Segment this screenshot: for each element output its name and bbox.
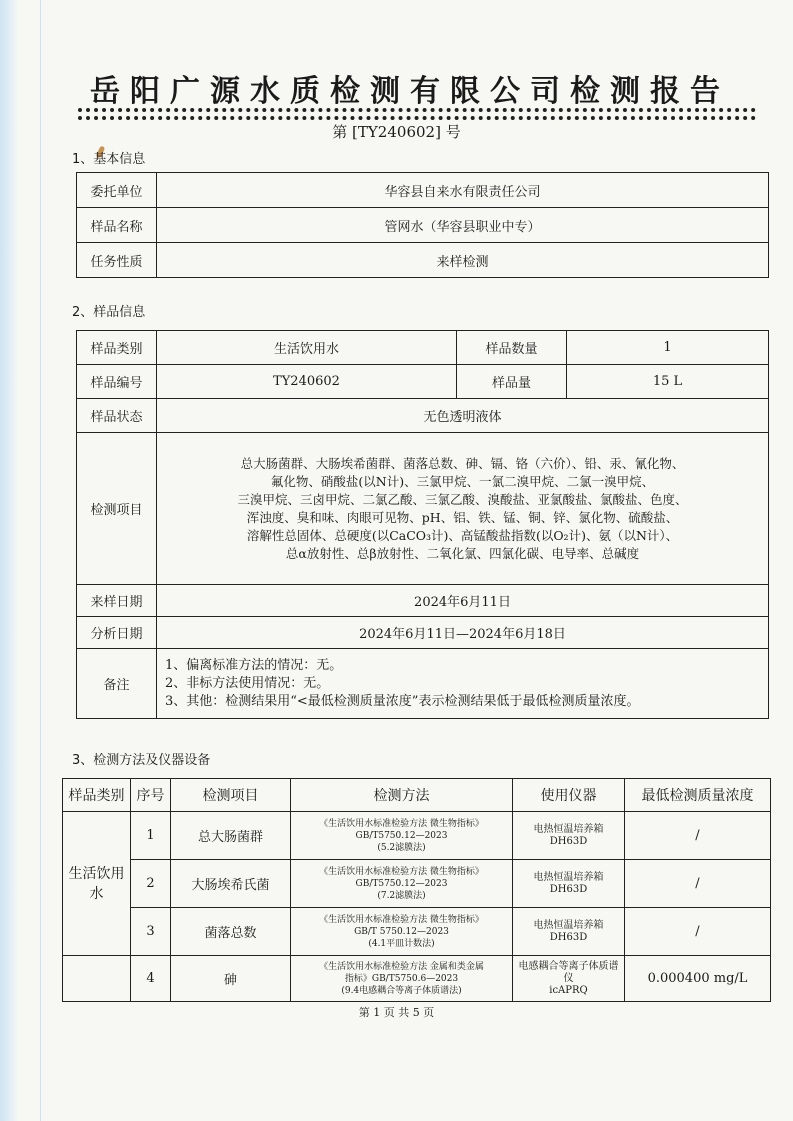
instrument-line: 电热恒温培养箱 <box>533 919 604 931</box>
sample-name-value: 管网水（华容县职业中专） <box>157 208 769 243</box>
row-method <box>291 956 513 1002</box>
instrument-line: DH63D <box>549 883 588 895</box>
method-line: (4.1平皿计数法) <box>368 938 435 949</box>
table-header-row <box>63 779 771 812</box>
test-items-line: 三溴甲烷、三卤甲烷、二氯乙酸、三氯乙酸、溴酸盐、亚氯酸盐、氯酸盐、色度、 <box>237 491 688 507</box>
table-row <box>77 649 769 719</box>
sample-info-table <box>76 330 769 719</box>
method-line: 《生活饮用水标准检验方法 微生物指标》 <box>319 866 484 877</box>
test-items-line: 氟化物、硝酸盐(以N计)、三氯甲烷、一氯二溴甲烷、二氯一溴甲烷、 <box>270 473 655 489</box>
instrument-line: DH63D <box>549 931 588 943</box>
row-item: 砷 <box>171 956 291 1002</box>
sample-state-label: 样品状态 <box>77 399 157 433</box>
test-items-line: 总α放射性、总β放射性、二氧化氯、四氯化碳、电导率、总碱度 <box>285 545 640 561</box>
instrument-line: icAPRQ <box>549 984 588 996</box>
section3-heading: 3、检测方法及仪器设备 <box>72 753 211 768</box>
analysis-date-value: 2024年6月11日—2024年6月18日 <box>157 617 769 649</box>
client-label: 委托单位 <box>77 173 157 208</box>
task-type-label: 任务性质 <box>77 243 157 278</box>
col-header-method: 检测方法 <box>291 779 513 812</box>
instrument-line: 电热恒温培养箱 <box>533 823 604 835</box>
row-item: 大肠埃希氏菌 <box>171 860 291 908</box>
title-divider-top <box>78 108 756 112</box>
row-no: 1 <box>131 812 171 860</box>
methods-table <box>62 778 771 1002</box>
task-type-value: 来样检测 <box>157 243 769 278</box>
row-method <box>291 860 513 908</box>
row-instrument <box>513 812 625 860</box>
row-instrument <box>513 908 625 956</box>
col-header-limit: 最低检测质量浓度 <box>625 779 771 812</box>
row-limit: / <box>625 908 771 956</box>
binding-strip <box>0 0 18 1121</box>
row-limit: / <box>625 812 771 860</box>
instrument-line: 电感耦合等离子体质谱 <box>518 960 619 972</box>
report-number: 第 [TY240602] 号 <box>332 123 461 141</box>
row-method <box>291 908 513 956</box>
instrument-line: 电热恒温培养箱 <box>533 871 604 883</box>
table-row <box>77 617 769 649</box>
method-line: GB/T5750.12—2023 <box>355 830 448 841</box>
col-header-category: 样品类别 <box>63 779 131 812</box>
sample-amount-label: 样品量 <box>457 365 567 399</box>
row-limit: 0.000400 mg/L <box>625 956 771 1002</box>
category-cell-empty <box>63 956 131 1002</box>
row-no: 2 <box>131 860 171 908</box>
table-row <box>77 365 769 399</box>
method-line: (7.2滤膜法) <box>377 890 426 901</box>
row-instrument <box>513 956 625 1002</box>
note-line: 2、非标方法使用情况：无。 <box>165 675 330 691</box>
analysis-date-label: 分析日期 <box>77 617 157 649</box>
category-cell: 生活饮用水 <box>63 812 131 956</box>
table-row <box>77 331 769 365</box>
binding-line <box>40 0 41 1121</box>
note-line: 3、其他：检测结果用“<最低检测质量浓度”表示检测结果低于最低检测质量浓度。 <box>165 693 640 709</box>
row-no: 3 <box>131 908 171 956</box>
receive-date-label: 来样日期 <box>77 585 157 617</box>
table-row <box>77 585 769 617</box>
method-line: GB/T5750.12—2023 <box>355 878 448 889</box>
method-line: 《生活饮用水标准检验方法 微生物指标》 <box>319 818 484 829</box>
table-row <box>63 908 771 956</box>
test-items-value <box>157 433 769 585</box>
notes-label: 备注 <box>77 649 157 719</box>
table-row <box>77 173 769 208</box>
sample-amount-value: 15 L <box>567 365 769 399</box>
table-row <box>77 433 769 585</box>
sample-code-value: TY240602 <box>157 365 457 399</box>
client-value: 华容县自来水有限责任公司 <box>157 173 769 208</box>
table-row <box>77 243 769 278</box>
table-row <box>77 399 769 433</box>
basic-info-table <box>76 172 769 278</box>
sample-type-value: 生活饮用水 <box>157 331 457 365</box>
section2-heading: 2、样品信息 <box>72 305 146 320</box>
sample-qty-label: 样品数量 <box>457 331 567 365</box>
table-row <box>63 860 771 908</box>
sample-code-label: 样品编号 <box>77 365 157 399</box>
col-header-no: 序号 <box>131 779 171 812</box>
sample-type-label: 样品类别 <box>77 331 157 365</box>
notes-value <box>157 649 769 719</box>
sample-qty-value: 1 <box>567 331 769 365</box>
row-limit: / <box>625 860 771 908</box>
instrument-line: DH63D <box>549 835 588 847</box>
row-item: 菌落总数 <box>171 908 291 956</box>
method-line: (5.2滤膜法) <box>377 842 426 853</box>
method-line: GB/T 5750.12—2023 <box>354 926 449 937</box>
table-row <box>77 208 769 243</box>
table-row <box>63 812 771 860</box>
row-instrument <box>513 860 625 908</box>
method-line: (9.4电感耦合等离子体质谱法) <box>341 985 462 996</box>
page-footer: 第 1 页 共 5 页 <box>358 1006 435 1019</box>
test-items-line: 浑浊度、臭和味、肉眼可见物、pH、铝、铁、锰、铜、锌、氯化物、硫酸盐、 <box>246 509 679 525</box>
method-line: 《生活饮用水标准检验方法 金属和类金属 <box>319 961 484 972</box>
row-item: 总大肠菌群 <box>171 812 291 860</box>
method-line: 指标》GB/T5750.6—2023 <box>344 973 459 984</box>
test-items-label: 检测项目 <box>77 433 157 585</box>
col-header-item: 检测项目 <box>171 779 291 812</box>
sample-state-value: 无色透明液体 <box>157 399 769 433</box>
note-line: 1、偏离标准方法的情况：无。 <box>165 657 343 673</box>
report-title: 岳阳广源水质检测有限公司检测报告 <box>90 74 730 109</box>
table-row <box>63 956 771 1002</box>
test-items-line: 溶解性总固体、总硬度(以CaCO₃计)、高锰酸盐指数(以O₂计)、氨（以N计）、 <box>246 527 679 543</box>
row-no: 4 <box>131 956 171 1002</box>
sample-name-label: 样品名称 <box>77 208 157 243</box>
test-items-line: 总大肠菌群、大肠埃希菌群、菌落总数、砷、镉、铬（六价）、铅、汞、氰化物、 <box>240 455 685 471</box>
instrument-line: 仪 <box>563 972 574 984</box>
col-header-instrument: 使用仪器 <box>513 779 625 812</box>
title-divider-bottom <box>78 116 756 120</box>
section1-heading: 1、基本信息 <box>72 152 146 167</box>
receive-date-value: 2024年6月11日 <box>157 585 769 617</box>
row-method <box>291 812 513 860</box>
method-line: 《生活饮用水标准检验方法 微生物指标》 <box>319 914 484 925</box>
